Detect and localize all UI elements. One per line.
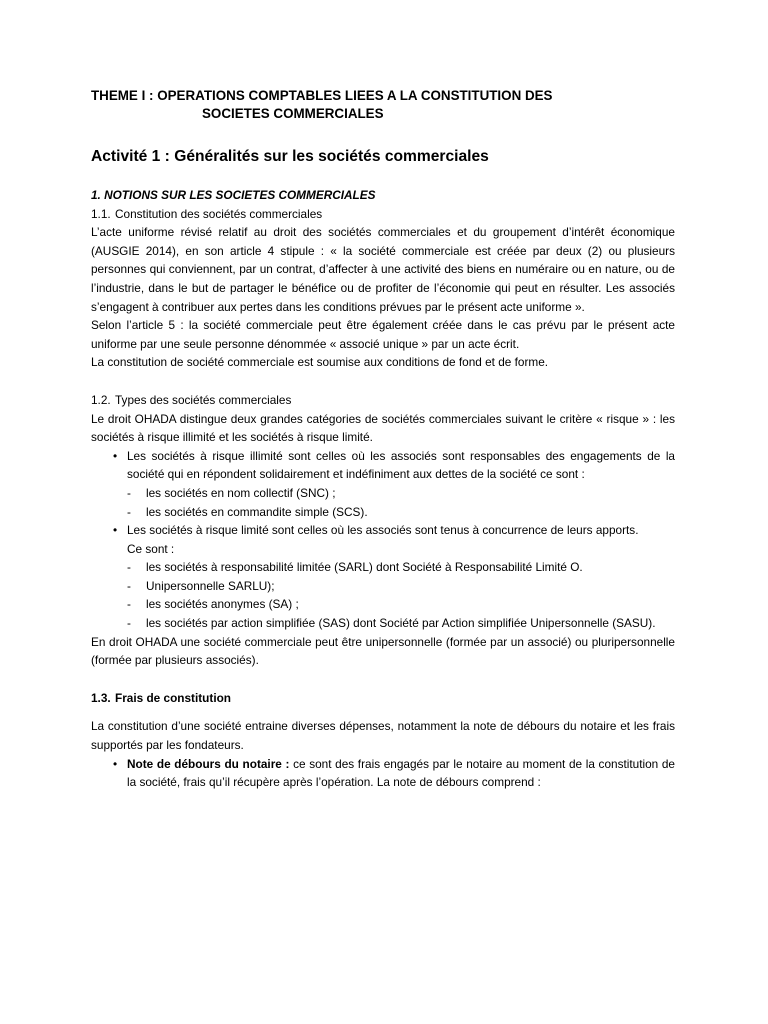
list-item bbox=[91, 577, 675, 596]
types-closing-paragraph: En droit OHADA une société commerciale peut être unipersonnelle (formée par un associé) ou pluripersonnelle (formée par plusieurs associés). bbox=[91, 634, 675, 668]
list-item bbox=[91, 614, 675, 633]
dash-marker: - bbox=[127, 597, 131, 612]
list-item-text: les sociétés en nom collectif (SNC) ; bbox=[146, 485, 336, 500]
bullet-risque-illimite-text: Les sociétés à risque illimité sont celles où les associés sont responsables des engagements de la société qui en répondent solidairement et indéfiniment aux dettes de la société ce sont : bbox=[127, 448, 675, 482]
section-1-2-number: 1.2. bbox=[91, 392, 111, 407]
dash-marker: - bbox=[127, 578, 131, 593]
list-item bbox=[91, 503, 675, 522]
section-1-2-heading bbox=[91, 391, 675, 410]
bullet-risque-limite-subheading: Ce sont : bbox=[127, 541, 175, 556]
dash-marker: - bbox=[127, 616, 131, 631]
section-1-2-title: Types des sociétés commerciales bbox=[115, 392, 292, 407]
theme-line-1: THEME I : OPERATIONS COMPTABLES LIEES A LA CONSTITUTION DES bbox=[91, 88, 553, 103]
section-1-3-title: Frais de constitution bbox=[115, 690, 232, 705]
section-1-1-heading bbox=[91, 205, 675, 224]
note-debours-lead: Note de débours du notaire : bbox=[127, 756, 290, 771]
section-1-1-title: Constitution des sociétés commerciales bbox=[115, 206, 323, 221]
section-1-1-number: 1.1. bbox=[91, 206, 111, 221]
conditions-paragraph: La constitution de société commerciale est soumise aux conditions de fond et de forme. bbox=[91, 355, 549, 370]
bullet-risque-limite-text: Les sociétés à risque limité sont celles où les associés sont tenus à concurrence de leurs apports. bbox=[127, 523, 639, 538]
bullet-marker: • bbox=[113, 448, 118, 463]
note-debours-text: ce sont des frais engagés par le notaire au moment de la constitution de la société, frais qu’il récupère après l’opération. La note de débours comprend : bbox=[127, 756, 675, 790]
list-item-text: les sociétés à responsabilité limitée (SARL) dont Société à Responsabilité Limité O. bbox=[146, 560, 583, 575]
list-item-text: Unipersonnelle SARLU); bbox=[146, 578, 275, 593]
list-item-text: les sociétés par action simplifiée (SAS) dont Société par Action simplifiée Unipersonnelle (SASU). bbox=[146, 616, 656, 631]
bullet-risque-limite bbox=[91, 521, 675, 540]
frais-intro-paragraph: La constitution d’une société entraine diverses dépenses, notamment la note de débours du notaire et les frais supportés par les fondateurs. bbox=[91, 719, 675, 753]
list-item bbox=[91, 595, 675, 614]
section-1-title: 1. NOTIONS SUR LES SOCIETES COMMERCIALES bbox=[91, 188, 376, 202]
section-1-3-number: 1.3. bbox=[91, 690, 111, 705]
list-item bbox=[91, 558, 675, 577]
document-body bbox=[91, 186, 675, 792]
types-intro-paragraph: Le droit OHADA distingue deux grandes catégories de sociétés commerciales suivant le critère « risque » : les sociétés à risque illimité et les sociétés à risque limité. bbox=[91, 411, 675, 445]
bullet-marker: • bbox=[113, 523, 118, 538]
dash-marker: - bbox=[127, 485, 131, 500]
list-item-text: les sociétés anonymes (SA) ; bbox=[146, 597, 299, 612]
bullet-risque-illimite bbox=[91, 447, 675, 484]
article-5-paragraph: Selon l’article 5 : la société commerciale peut être également créée dans le cas prévu par le présent acte uniforme par une seule personne dénommée « associé unique » par un acte écrit. bbox=[91, 318, 675, 351]
theme-heading bbox=[91, 87, 731, 123]
section-1-3-heading bbox=[91, 689, 675, 708]
list-item bbox=[91, 484, 675, 503]
theme-line-2: SOCIETES COMMERCIALES bbox=[202, 106, 384, 121]
bullet-note-debours bbox=[91, 755, 675, 792]
dash-marker: - bbox=[127, 504, 131, 519]
activity-title: Activité 1 : Généralités sur les sociétés commerciales bbox=[91, 148, 489, 165]
dash-marker: - bbox=[127, 560, 131, 575]
bullet-marker: • bbox=[113, 756, 118, 771]
list-item-text: les sociétés en commandite simple (SCS). bbox=[146, 504, 368, 519]
article-4-paragraph: L’acte uniforme révisé relatif au droit des sociétés commerciales et du groupement d’intérêt économique (AUSGIE 2014), en son article 4 stipule : « la société commerciale est créée par deux (2) ou plusieurs personnes qui conviennent, par un contrat, d’affecter à une activité des biens en numéraire ou en nature, ou de l’industrie, dans le but de partager le bénéfice ou de profiter de l’économie qui peut en résulter. Les associés s’engagent à contribuer aux pertes dans les conditions prévues par le présent acte uniforme ». bbox=[91, 225, 675, 314]
